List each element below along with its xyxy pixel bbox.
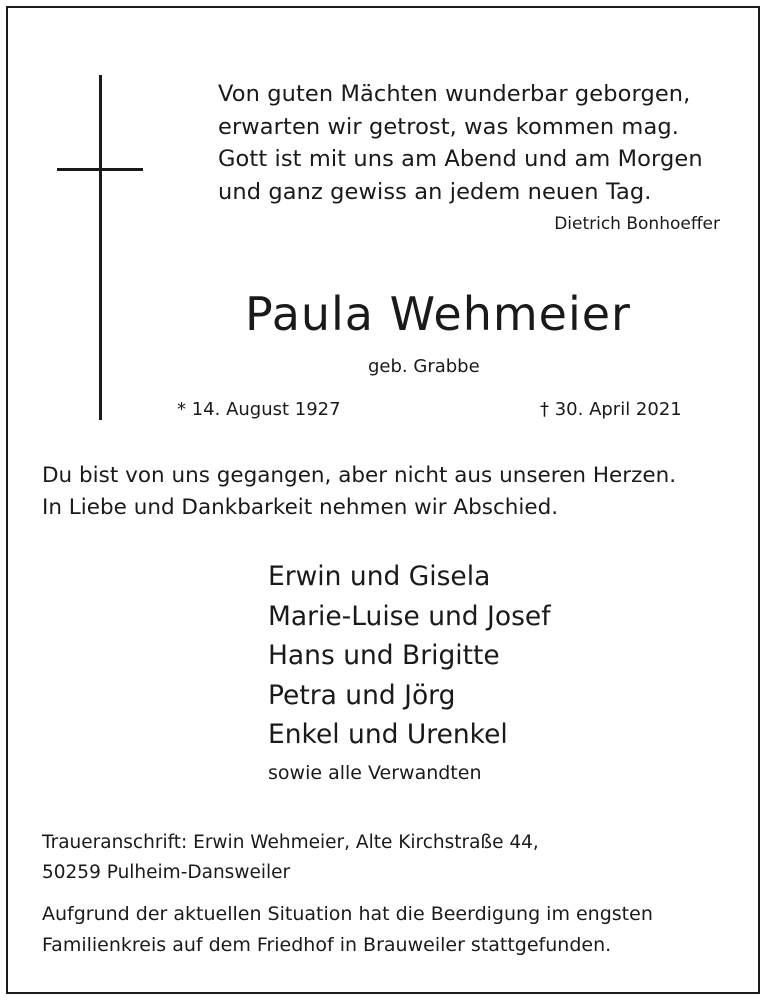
family-member: Enkel und Urenkel (268, 719, 508, 750)
poem-quote (218, 78, 738, 208)
deceased-name: Paula Wehmeier (245, 287, 631, 341)
family-member: Hans und Brigitte (268, 640, 500, 671)
family-list (268, 557, 728, 787)
mourning-address (42, 828, 742, 888)
funeral-notice (42, 899, 742, 961)
poem-line: Gott ist mit uns am Abend und am Morgen (218, 146, 703, 172)
family-member: Erwin und Gisela (268, 561, 491, 592)
birth-date: * 14. August 1927 (177, 399, 341, 420)
address-line: 50259 Pulheim-Dansweiler (42, 862, 291, 883)
poem-line: erwarten wir getrost, was kommen mag. (218, 113, 679, 140)
maiden-name: geb. Grabbe (368, 356, 480, 377)
address-line: Traueranschrift: Erwin Wehmeier, Alte Kirchstraße 44, (42, 832, 539, 853)
farewell-text (42, 460, 742, 524)
notice-line: Familienkreis auf dem Friedhof in Brauweiler stattgefunden. (42, 934, 612, 956)
relatives-note: sowie alle Verwandten (268, 761, 482, 784)
farewell-line: In Liebe und Dankbarkeit nehmen wir Abschied. (42, 495, 559, 520)
cross-vertical-bar (99, 75, 102, 420)
poem-line: und ganz gewiss an jedem neuen Tag. (218, 178, 652, 205)
poem-line: Von guten Mächten wunderbar geborgen, (218, 81, 691, 107)
cross-horizontal-bar (57, 168, 143, 171)
notice-line: Aufgrund der aktuellen Situation hat die Beerdigung im engsten (42, 903, 653, 925)
farewell-line: Du bist von uns gegangen, aber nicht aus unseren Herzen. (42, 463, 677, 488)
family-member: Petra und Jörg (268, 679, 456, 711)
family-member: Marie-Luise und Josef (268, 600, 551, 632)
death-date: † 30. April 2021 (540, 399, 682, 420)
poem-author: Dietrich Bonhoeffer (554, 214, 720, 234)
